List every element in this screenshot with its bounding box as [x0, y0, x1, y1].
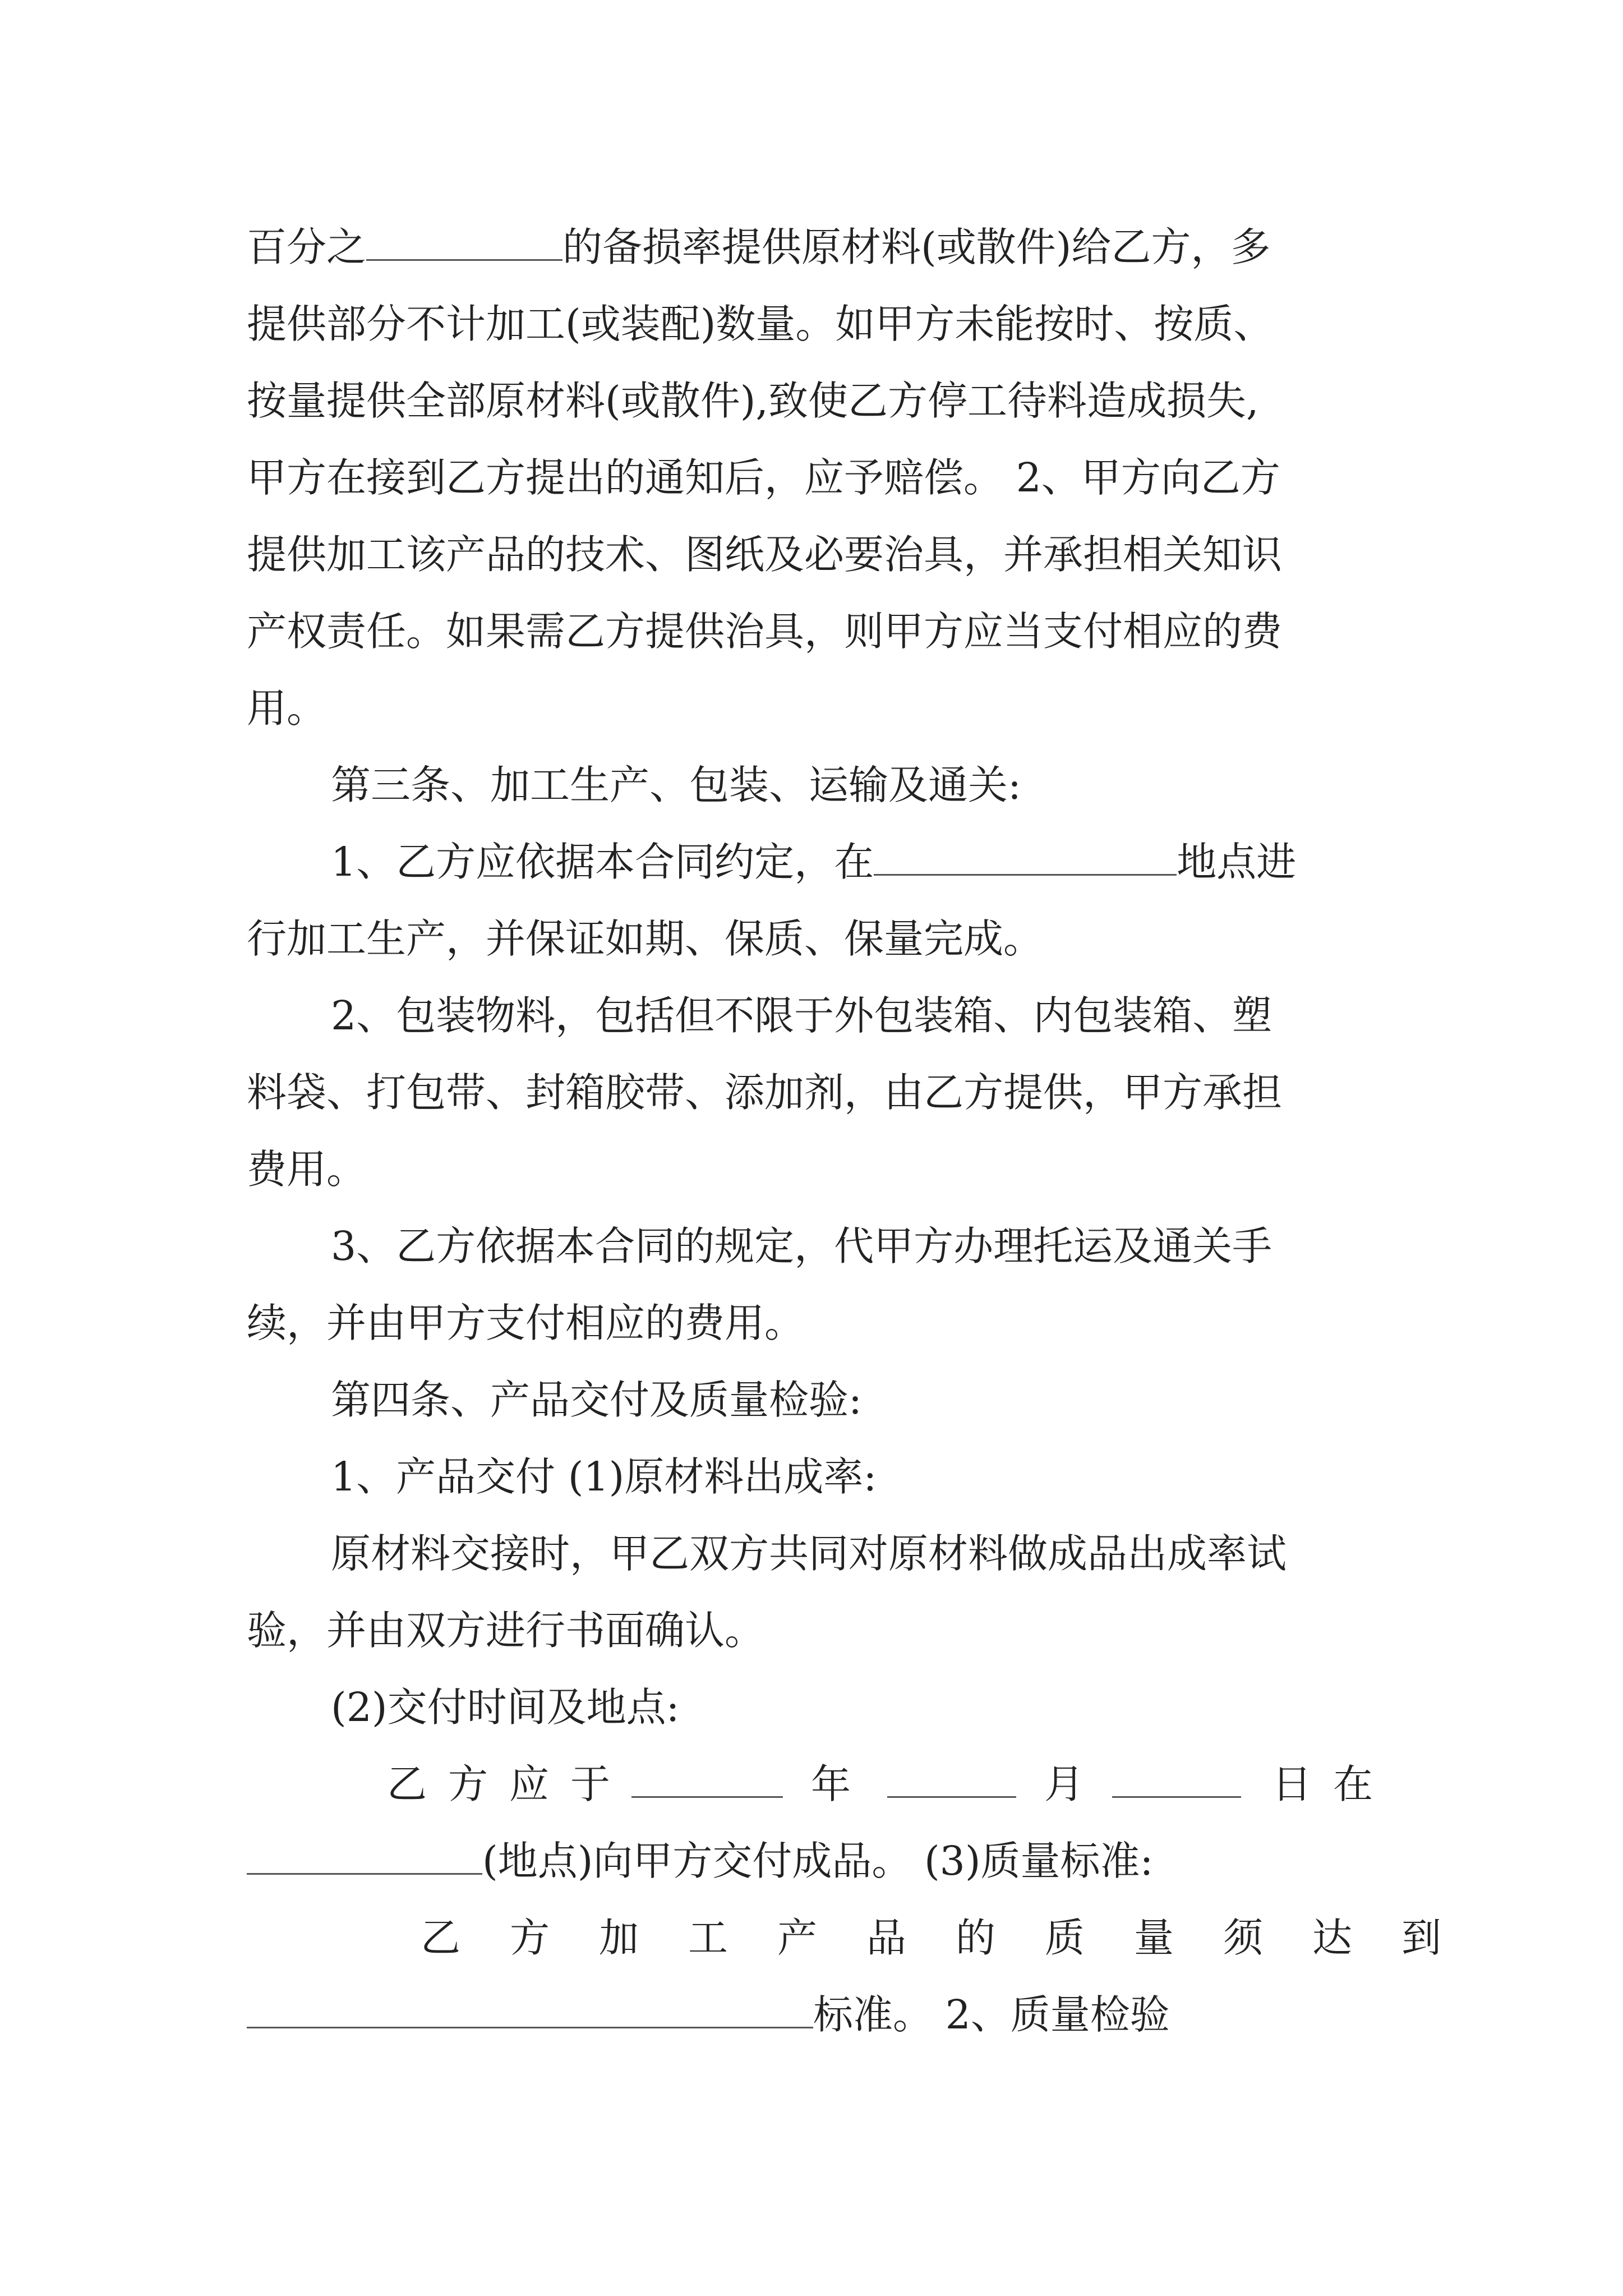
fill-in-blank[interactable] [887, 1747, 1016, 1798]
text-line [247, 823, 1391, 900]
text-line: 1、产品交付 (1)原材料出成率: [331, 1453, 877, 1500]
text-fragment: 月 [1044, 1761, 1085, 1807]
text-line: 产权责任。如果需乙方提供治具，则甲方应当支付相应的费 [247, 608, 1283, 655]
section-heading: 第四条、产品交付及质量检验: [331, 1377, 862, 1423]
text-line: 料袋、打包带、封箱胶带、添加剂，由乙方提供，甲方承担 [247, 1069, 1283, 1116]
text-line: 行加工生产，并保证如期、保质、保量完成。 [247, 915, 1044, 962]
text-fragment: 百分之 [247, 224, 367, 270]
text-line: 2、包装物料，包括但不限于外包装箱、内包装箱、塑 [331, 992, 1272, 1039]
text-line: 用。 [247, 685, 327, 731]
text-line: 提供加工该产品的技术、图纸及必要治具，并承担相关知识 [247, 531, 1283, 578]
fill-in-blank[interactable] [874, 825, 1177, 876]
text-line: 验，并由双方进行书面确认。 [247, 1607, 765, 1654]
text-line: 费用。 [247, 1146, 367, 1193]
fill-in-blank[interactable] [247, 1977, 813, 2028]
text-line: 按量提供全部原材料(或散件),致使乙方停工待料造成损失, [247, 378, 1259, 424]
text-line: 乙方加工产品的质量须达到 [421, 1915, 1491, 1961]
text-line: (2)交付时间及地点: [331, 1684, 680, 1731]
text-fragment: 乙方应于 [387, 1761, 632, 1807]
fill-in-blank[interactable] [366, 210, 562, 261]
text-fragment: 标准。 2、质量检验 [813, 1991, 1170, 2038]
text-fragment: (地点)向甲方交付成品。 (3)质量标准: [482, 1838, 1154, 1884]
text-line: 续，并由甲方支付相应的费用。 [247, 1300, 805, 1346]
text-line: 甲方在接到乙方提出的通知后，应予赔偿。 2、甲方向乙方 [247, 454, 1280, 501]
text-fragment: 年 [811, 1761, 851, 1807]
text-line: 原材料交接时，甲乙双方共同对原材料做成品出成率试 [331, 1530, 1287, 1577]
text-fragment: 地点进 [1177, 839, 1297, 885]
text-line [247, 209, 1391, 286]
section-heading: 第三条、加工生产、包装、运输及通关: [331, 762, 1021, 808]
fill-in-blank[interactable] [631, 1747, 783, 1798]
text-line [247, 1976, 1391, 2053]
document-page [247, 209, 1491, 2053]
text-line: 3、乙方依据本合同的规定，代甲方办理托运及通关手 [331, 1223, 1272, 1269]
text-fragment: 1、乙方应依据本合同约定，在 [331, 839, 874, 885]
text-line [247, 1746, 1395, 1823]
fill-in-blank[interactable] [247, 1824, 482, 1875]
text-line [247, 1823, 1391, 1899]
text-line: 提供部分不计加工(或装配)数量。如甲方未能按时、按质、 [247, 301, 1274, 347]
text-fragment: 的备损率提供原材料(或散件)给乙方，多 [562, 224, 1271, 270]
text-fragment: 日在 [1272, 1761, 1395, 1807]
fill-in-blank[interactable] [1112, 1747, 1241, 1798]
